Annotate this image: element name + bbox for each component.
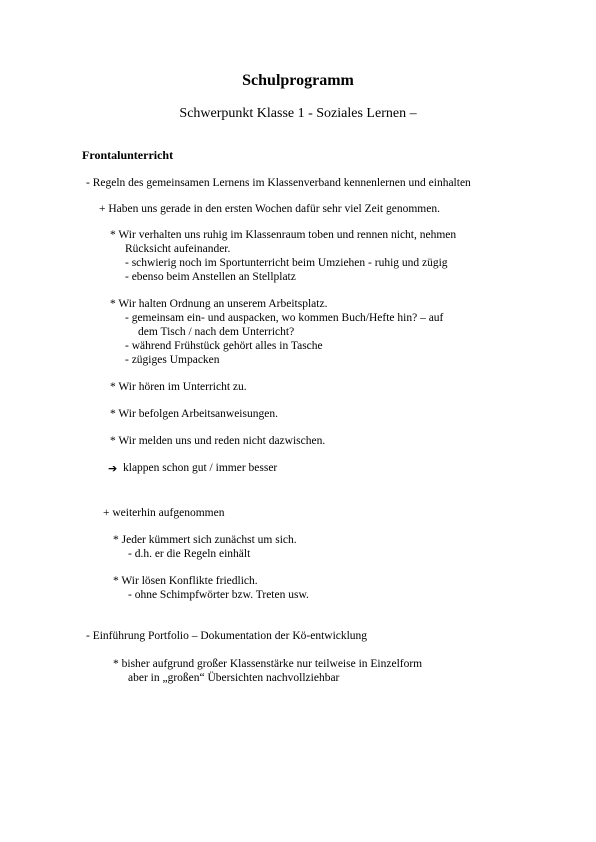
list-item: * bisher aufgrund großer Klassenstärke nur teilweise in Einzelform: [113, 658, 423, 670]
list-item: - während Frühstück gehört alles in Tasche: [125, 340, 323, 352]
list-item: + weiterhin aufgenommen: [103, 507, 225, 519]
page-subtitle: Schwerpunkt Klasse 1 - Soziales Lernen –: [179, 106, 417, 121]
list-item: - Einführung Portfolio – Dokumentation der Kö-entwicklung: [86, 630, 368, 642]
list-item: Rücksicht aufeinander.: [125, 243, 231, 255]
list-item: * Wir hören im Unterricht zu.: [110, 381, 247, 393]
list-item: klappen schon gut / immer besser: [123, 462, 278, 474]
list-item: - d.h. er die Regeln einhält: [128, 548, 251, 560]
arrow-right-icon: ➔: [108, 462, 118, 475]
list-item: * Jeder kümmert sich zunächst um sich.: [113, 534, 297, 546]
list-item: - gemeinsam ein- und auspacken, wo kommen Buch/Hefte hin? – auf: [125, 312, 444, 324]
list-item: aber in „großen“ Übersichten nachvollziehbar: [128, 672, 340, 684]
list-item: - Regeln des gemeinsamen Lernens im Klassenverband kennenlernen und einhalten: [86, 177, 471, 189]
list-item: * Wir halten Ordnung an unserem Arbeitsplatz.: [110, 298, 328, 310]
section-heading: Frontalunterricht: [82, 148, 174, 162]
list-item: - zügiges Umpacken: [125, 354, 220, 366]
list-item: - ohne Schimpfwörter bzw. Treten usw.: [128, 589, 309, 601]
list-item: + Haben uns gerade in den ersten Wochen dafür sehr viel Zeit genommen.: [99, 203, 440, 215]
list-item: * Wir lösen Konflikte friedlich.: [113, 575, 258, 587]
list-item: - schwierig noch im Sportunterricht beim Umziehen - ruhig und zügig: [125, 257, 448, 269]
list-item: * Wir befolgen Arbeitsanweisungen.: [110, 408, 278, 420]
list-item: dem Tisch / nach dem Unterricht?: [138, 326, 295, 338]
list-item: * Wir verhalten uns ruhig im Klassenraum toben und rennen nicht, nehmen: [110, 229, 457, 241]
list-item: - ebenso beim Anstellen an Stellplatz: [125, 271, 296, 283]
page-title: Schulprogramm: [242, 72, 354, 89]
list-item: * Wir melden uns und reden nicht dazwischen.: [110, 435, 326, 447]
